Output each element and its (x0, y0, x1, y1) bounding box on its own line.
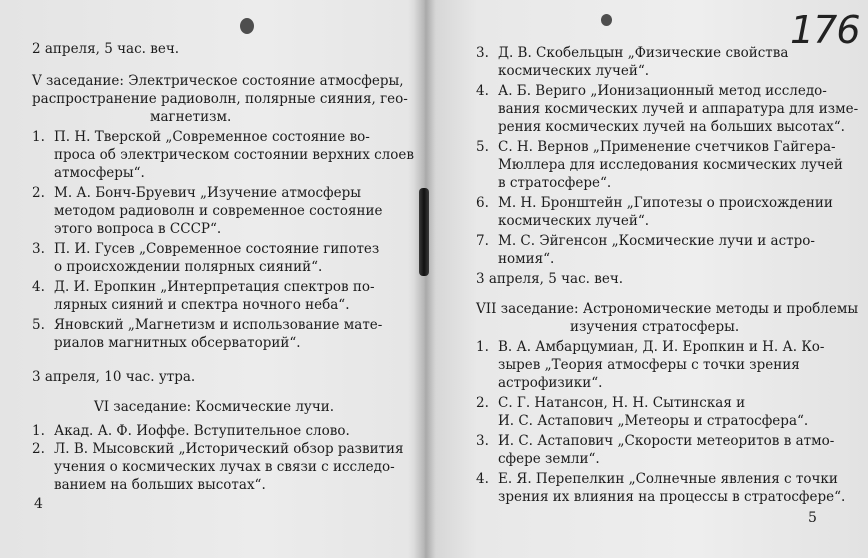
list-item: атмосферы“. (54, 165, 145, 181)
list-number: 3. (476, 45, 489, 61)
list-number: 1. (32, 129, 45, 145)
session-heading: изучения стратосферы. (570, 319, 740, 335)
list-number: 5. (32, 317, 45, 333)
list-item: зырев „Теория атмосферы с точки зрения (498, 357, 800, 373)
list-item: рения космических лучей на больших высотах“. (498, 119, 845, 135)
list-number: 4. (32, 279, 45, 295)
list-number: 4. (476, 83, 489, 99)
list-item: А. Б. Вериго „Ионизационный метод исследо- (498, 83, 827, 99)
list-item: М. А. Бонч-Бруевич „Изучение атмосферы (54, 185, 361, 201)
list-item: П. Н. Тверской „Современное состояние во- (54, 129, 370, 145)
left-page (0, 0, 420, 558)
handwritten-page-number: 176 (790, 8, 860, 52)
page-number: 4 (34, 496, 43, 512)
list-item: Д. И. Еропкин „Интерпретация спектров по- (54, 279, 375, 295)
list-item: Л. В. Мысовский „Исторический обзор развития (54, 441, 404, 457)
list-item: риалов магнитных обсерваторий“. (54, 335, 301, 351)
list-item: П. И. Гусев „Современное состояние гипотез (54, 241, 380, 257)
list-number: 1. (476, 339, 489, 355)
list-number: 2. (32, 185, 45, 201)
binding-staple (419, 188, 429, 276)
list-item: М. С. Эйгенсон „Космические лучи и астро- (498, 233, 815, 249)
list-item: В. А. Амбарцумиан, Д. И. Еропкин и Н. А. Ко- (498, 339, 825, 355)
list-item: астрофизики“. (498, 375, 603, 391)
session-heading: распространение радиоволн, полярные сияния, гео- (32, 91, 408, 107)
list-item: вания космических лучей и аппаратура для изме- (498, 101, 859, 117)
list-item: И. С. Астапович „Скорости метеоритов в атмо- (498, 433, 835, 449)
list-item: проса об электрическом состоянии верхних слоев (54, 147, 414, 163)
list-item: лярных сияний и спектра ночного неба“. (54, 297, 350, 313)
list-item: номия“. (498, 251, 555, 267)
list-number: 5. (476, 139, 489, 155)
list-item: Яновский „Магнетизм и использование мате- (54, 317, 383, 333)
date-heading: 3 апреля, 10 час. утра. (32, 369, 196, 385)
list-item: И. С. Астапович „Метеоры и стратосфера“. (498, 413, 809, 429)
session-heading: магнетизм. (150, 109, 232, 125)
list-number: 3. (476, 433, 489, 449)
list-number: 1. (32, 423, 45, 439)
list-item: С. Н. Вернов „Применение счетчиков Гайгера- (498, 139, 836, 155)
list-item: М. Н. Бронштейн „Гипотезы о происхождении (498, 195, 833, 211)
list-item: о происхождении полярных сияний“. (54, 259, 323, 275)
list-item: Мюллера для исследования космических лучей (498, 157, 843, 173)
list-item: космических лучей“. (498, 63, 650, 79)
list-item: С. Г. Натансон, Н. Н. Сытинская и (498, 395, 746, 411)
list-number: 6. (476, 195, 489, 211)
list-number: 2. (32, 441, 45, 457)
date-heading: 2 апреля, 5 час. веч. (32, 41, 180, 57)
list-item: Е. Я. Перепелкин „Солнечные явления с точки (498, 471, 838, 487)
list-number: 4. (476, 471, 489, 487)
list-item: в стратосфере“. (498, 175, 612, 191)
session-heading: VII заседание: Астрономические методы и проблемы (476, 301, 859, 317)
date-heading: 3 апреля, 5 час. веч. (476, 271, 624, 287)
session-heading: V заседание: Электрическое состояние атмосферы, (32, 73, 404, 89)
page-number: 5 (808, 510, 817, 526)
list-item: зрения их влияния на процессы в стратосфере“. (498, 489, 846, 505)
list-item: Д. В. Скобельцын „Физические свойства (498, 45, 789, 61)
list-item: методом радиоволн и современное состояние (54, 203, 383, 219)
right-page (430, 0, 868, 558)
list-number: 7. (476, 233, 489, 249)
list-number: 3. (32, 241, 45, 257)
list-item: сфере земли“. (498, 451, 600, 467)
list-number: 2. (476, 395, 489, 411)
list-item: учения о космических лучах в связи с исследо- (54, 459, 395, 475)
list-item: космических лучей“. (498, 213, 650, 229)
list-item: ванием на больших высотах“. (54, 477, 266, 493)
session-heading: VI заседание: Космические лучи. (94, 399, 335, 415)
list-item: этого вопроса в СССР“. (54, 221, 222, 237)
list-item: Акад. А. Ф. Иоффе. Вступительное слово. (54, 423, 350, 439)
